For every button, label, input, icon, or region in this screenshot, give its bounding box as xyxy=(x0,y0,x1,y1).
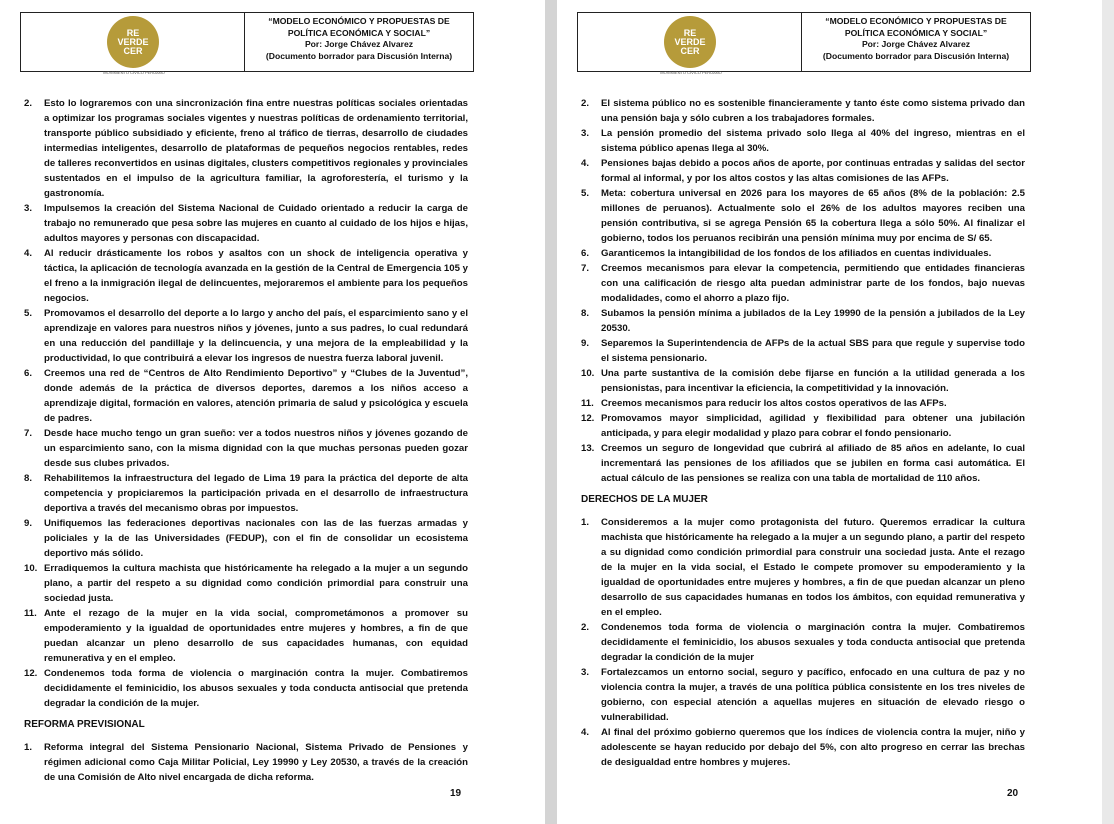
list-item xyxy=(581,396,1025,411)
list-item xyxy=(581,665,1025,725)
list-item xyxy=(581,306,1025,336)
page-content xyxy=(581,96,1025,770)
list-item-number: 8. xyxy=(581,308,590,319)
list-item-number: 1. xyxy=(24,742,33,753)
list-item xyxy=(24,201,468,246)
proposal-list xyxy=(24,96,468,711)
list-item-number: 2. xyxy=(581,622,590,633)
list-item xyxy=(24,306,468,366)
list-item xyxy=(581,261,1025,306)
proposal-list xyxy=(581,96,1025,486)
logo-text: CER xyxy=(123,46,143,56)
list-item-number: 4. xyxy=(581,727,590,738)
logo-subtitle: MOVIMIENTO CÍVICO PERUANO xyxy=(660,70,722,75)
list-item-text: Ante el rezago de la mujer en la vida social, comprometámonos a promover su empoderamiento y la igualdad de oportunidades entre mujeres y hombres, a fin de que puedan alcanzar un pleno desarrollo de sus capacidades humanas, con equidad remunerativa y en el empleo. xyxy=(44,608,468,664)
header-title xyxy=(802,16,1030,62)
header-author: Por: Jorge Chávez Alvarez xyxy=(304,39,414,50)
list-item xyxy=(581,441,1025,486)
logo-text: CER xyxy=(680,46,700,56)
list-item-text: Creemos un seguro de longevidad que cubrirá al afiliado de 85 años en adelante, lo cual incrementará las pensiones de los afiliados que se jubilen en forma casi automática. El actual cálculo de las pensiones se realiza con una tabla de mortalidad de 110 años. xyxy=(601,443,1025,484)
list-item xyxy=(24,246,468,306)
list-item-text: Al final del próximo gobierno queremos que los índices de violencia contra la mujer, niño y adolescente se hayan reducido por debajo del 5%, con alto progreso en cerrar las brechas de desigualdad entre hombres y mujeres. xyxy=(601,727,1025,768)
list-item-number: 11. xyxy=(581,398,594,409)
section-list xyxy=(24,740,468,785)
header-author: Por: Jorge Chávez Alvarez xyxy=(861,39,971,50)
page-number: 20 xyxy=(1007,788,1019,799)
list-item xyxy=(24,606,468,666)
section-list xyxy=(581,515,1025,770)
list-item-number: 2. xyxy=(581,98,590,109)
list-item-text: Rehabilitemos la infraestructura del legado de Lima 19 para la práctica del deporte de alta competencia y propiciaremos la participación privada en el desarrollo de infraestructura deportiva a través del mecanismo obras por impuestos. xyxy=(44,473,468,514)
list-item xyxy=(581,246,1025,261)
list-item xyxy=(581,186,1025,246)
list-item-number: 5. xyxy=(24,308,33,319)
list-item-text: Creemos mecanismos para elevar la competencia, permitiendo que entidades financieras con una calificación de riesgo alta puedan administrar parte de los fondos, bajo nuevas modalidades, como el ahorro a plazo fijo. xyxy=(601,263,1025,304)
list-item-number: 8. xyxy=(24,473,33,484)
list-item xyxy=(581,366,1025,396)
header-subtitle: (Documento borrador para Discusión Interna) xyxy=(822,50,1010,61)
list-item xyxy=(24,561,468,606)
logo-text: VERDE xyxy=(674,37,706,47)
list-item-text: Promovamos el desarrollo del deporte a lo largo y ancho del país, el esparcimiento sano y el aprendizaje en valores para nuestros niños y jóvenes, junto a sus padres, lo cual redundará en una reducción del pandillaje y la delincuencia, y una mejora de la empleabilidad y la productividad, lo que contribuirá a elevar los ingresos de nuestra fuerza laboral juvenil. xyxy=(44,308,468,364)
list-item-text: Garanticemos la intangibilidad de los fondos de los afiliados en cuentas individuales. xyxy=(601,248,992,259)
list-item xyxy=(24,740,468,785)
list-item-number: 10. xyxy=(581,368,595,379)
list-item-number: 12. xyxy=(581,413,595,424)
list-item xyxy=(24,471,468,516)
header-title-line1: “MODELO ECONÓMICO Y PROPUESTAS DE xyxy=(268,16,450,26)
logo-text: RE xyxy=(126,28,140,38)
list-item-number: 4. xyxy=(24,248,33,259)
list-item xyxy=(24,516,468,561)
party-logo xyxy=(664,16,716,68)
list-item-number: 12. xyxy=(24,668,38,679)
list-item xyxy=(581,336,1025,366)
list-item-number: 2. xyxy=(24,98,33,109)
section-heading: REFORMA PREVISIONAL xyxy=(24,719,145,730)
page-content xyxy=(24,96,468,785)
list-item xyxy=(24,366,468,426)
list-item xyxy=(581,620,1025,665)
list-item-number: 6. xyxy=(581,248,590,259)
list-item xyxy=(581,411,1025,441)
list-item-number: 11. xyxy=(24,608,37,619)
list-item-number: 10. xyxy=(24,563,38,574)
list-item-number: 3. xyxy=(24,203,33,214)
list-item-text: Creemos mecanismos para reducir los altos costos operativos de las AFPs. xyxy=(601,398,947,409)
list-item-number: 13. xyxy=(581,443,595,454)
page-gutter xyxy=(545,0,557,824)
party-logo xyxy=(107,16,159,68)
list-item-text: Pensiones bajas debido a pocos años de aporte, por continuas entradas y salidas del sector formal al informal, y por los altos costos y las altas comisiones de las AFPs. xyxy=(601,158,1025,184)
list-item-text: Desde hace mucho tengo un gran sueño: ver a todos nuestros niños y jóvenes gozando de un esparcimiento sano, con la misma dignidad con la que muchas personas pueden gozar desde sus clubes privados. xyxy=(44,428,468,469)
header-title-line2: POLÍTICA ECONÓMICA Y SOCIAL” xyxy=(287,27,431,38)
list-item-text: Meta: cobertura universal en 2026 para los mayores de 65 años (8% de la población: 2.5 millones de peruanos). Actualmente solo el 26% de los adultos mayores reciben una pensión contributiva, si se agrega Pensión 65 la cobertura llega a sólo 50%. Al finalizar el gobierno, todos los peruanos recibirán una pensión mínima muy por encima de S/ 65. xyxy=(601,188,1025,244)
list-item-number: 1. xyxy=(581,517,590,528)
list-item xyxy=(581,96,1025,126)
document-page-20 xyxy=(557,0,1102,824)
logo-text: VERDE xyxy=(117,37,149,47)
list-item-text: Condenemos toda forma de violencia o marginación contra la mujer. Combatiremos decididamente el feminicidio, los abusos sexuales y toda conducta antisocial que pretenda degradar la condición de la mujer xyxy=(601,622,1025,663)
logo-subtitle: MOVIMIENTO CÍVICO PERUANO xyxy=(103,70,165,75)
document-page-19 xyxy=(0,0,545,824)
section-heading: DERECHOS DE LA MUJER xyxy=(581,494,708,505)
header-title-line1: “MODELO ECONÓMICO Y PROPUESTAS DE xyxy=(825,16,1007,26)
list-item-number: 9. xyxy=(24,518,33,529)
list-item-text: Impulsemos la creación del Sistema Nacional de Cuidado orientado a reducir la carga de trabajo no remunerado que pesa sobre las mujeres en cuanto al cuidado de los hijos e hijas, adultos mayores y personas con discapacidad. xyxy=(44,203,468,244)
page-header xyxy=(20,12,474,75)
list-item xyxy=(581,515,1025,620)
page-header xyxy=(577,12,1031,75)
list-item-text: Promovamos mayor simplicidad, agilidad y flexibilidad para obtener una jubilación anticipada, y para elegir modalidad y plazo para cobrar el fondo pensionario. xyxy=(601,413,1025,439)
list-item xyxy=(581,725,1025,770)
header-subtitle: (Documento borrador para Discusión Interna) xyxy=(265,50,453,61)
list-item-number: 5. xyxy=(581,188,590,199)
list-item xyxy=(24,666,468,711)
list-item xyxy=(24,426,468,471)
list-item-number: 9. xyxy=(581,338,590,349)
list-item xyxy=(581,126,1025,156)
list-item-number: 3. xyxy=(581,667,590,678)
list-item-text: Reforma integral del Sistema Pensionario Nacional, Sistema Privado de Pensiones y régimen adicional como Caja Militar Policial, Ley 19990 y Ley 20530, a través de la creación de una Comisión de Alto nivel encargada de dicha reforma. xyxy=(44,742,468,783)
page-number: 19 xyxy=(450,788,462,799)
list-item-text: Separemos la Superintendencia de AFPs de la actual SBS para que regule y supervise todo el sistema pensionario. xyxy=(601,338,1025,364)
header-title xyxy=(245,16,473,62)
list-item-number: 7. xyxy=(24,428,33,439)
list-item xyxy=(24,96,468,201)
list-item-number: 6. xyxy=(24,368,33,379)
list-item-text: Consideremos a la mujer como protagonista del futuro. Queremos erradicar la cultura machista que históricamente ha relegado a la mujer a un segundo plano, a partir del respeto a su dignidad como condición primordial para construir una sociedad justa. Ante el rezago de la mujer en la vida social, el Estado le compete promover su empoderamiento y la igualdad de oportunidades entre mujeres y hombres, a fin de que puedan alcanzar un pleno desarrollo de sus capacidades humanas en todos los ámbitos, con equidad remunerativa y en el empleo. xyxy=(601,517,1025,618)
list-item-text: El sistema público no es sostenible financieramente y tanto éste como sistema privado dan una pensión baja y sólo cubren a los trabajadores formales. xyxy=(601,98,1025,124)
list-item-text: La pensión promedio del sistema privado solo llega al 40% del ingreso, mientras en el sistema público apenas llega al 30%. xyxy=(601,128,1025,154)
list-item xyxy=(581,156,1025,186)
list-item-text: Al reducir drásticamente los robos y asaltos con un shock de inteligencia operativa y táctica, la aplicación de tecnología avanzada en la gestión de la Central de Emergencia 105 y el freno a la inmigración ilegal de delincuentes, mejoraremos el ambiente para los pequeños negocios. xyxy=(44,248,468,304)
list-item-number: 3. xyxy=(581,128,590,139)
list-item-text: Fortalezcamos un entorno social, seguro y pacífico, enfocado en una cultura de paz y no violencia contra la mujer, a través de una política pública consistente en los tres niveles de gobierno, con especial atención a aquellas mujeres en situación de elevado riesgo o vulnerabilidad. xyxy=(601,667,1025,723)
list-item-text: Esto lo lograremos con una sincronización fina entre nuestras políticas sociales orientadas a optimizar los programas sociales vigentes y nuestras políticas de ordenamiento territorial, transporte público subsidiado y eficiente, freno al tráfico de tierras, desarrollo de ciudades intermedias inteligentes, desarrollo de plataformas de pequeños negocios rentables, redes de talleres reconvertidos en usinas digitales, clusters competitivos regionales y provinciales sustentados en el impulso de la agricultura familiar, la agroforestería, el turismo y la gastronomía. xyxy=(44,98,468,199)
list-item-number: 4. xyxy=(581,158,590,169)
list-item-text: Unifiquemos las federaciones deportivas nacionales con las de las fuerzas armadas y policiales y la de las Universidades (FEDUP), con el fin de consolidar un ecosistema deportivo más sólido. xyxy=(44,518,468,559)
list-item-number: 7. xyxy=(581,263,590,274)
header-title-line2: POLÍTICA ECONÓMICA Y SOCIAL” xyxy=(844,27,988,38)
list-item-text: Condenemos toda forma de violencia o marginación contra la mujer. Combatiremos decididamente el feminicidio, los abusos sexuales y toda conducta antisocial que pretenda degradar la condición de la mujer. xyxy=(44,668,468,709)
list-item-text: Creemos una red de “Centros de Alto Rendimiento Deportivo” y “Clubes de la Juventud”, donde además de la práctica de diversos deportes, daremos a los niños acceso a aprendizaje digital, formación en valores, atención primaria de salud y psicológica y escuela de padres. xyxy=(44,368,468,424)
logo-text: RE xyxy=(683,28,697,38)
list-item-text: Subamos la pensión mínima a jubilados de la Ley 19990 de la pensión a jubilados de la Ley 20530. xyxy=(601,308,1025,334)
list-item-text: Una parte sustantiva de la comisión debe fijarse en función a la utilidad generada a los pensionistas, para incentivar la eficiencia, la competitividad y la innovación. xyxy=(601,368,1025,394)
list-item-text: Erradiquemos la cultura machista que históricamente ha relegado a la mujer a un segundo plano, a partir del respeto a su dignidad como condición primordial para construir una sociedad justa. xyxy=(44,563,468,604)
